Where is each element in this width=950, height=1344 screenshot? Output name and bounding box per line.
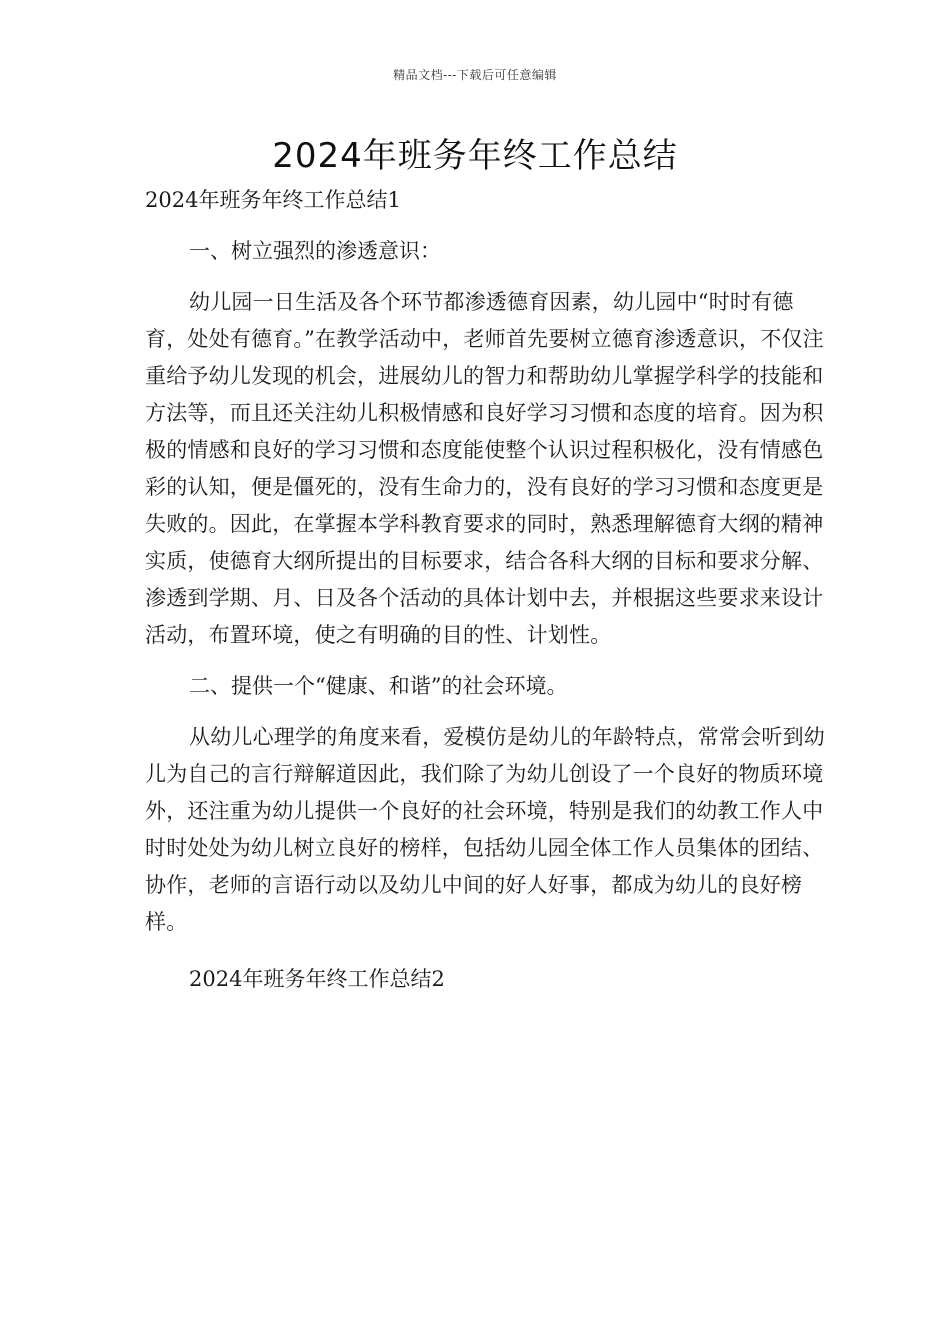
document-body xyxy=(145,182,825,998)
section-1-paragraph: 幼儿园一日生活及各个环节都渗透德育因素，幼儿园中“时时有德育，处处有德育。”在教学活动中，老师首先要树立德育渗透意识，不仅注重给予幼儿发现的机会，进展幼儿的智力和帮助幼儿掌握学科学的技能和方法等，而且还关注幼儿积极情感和良好学习习惯和态度的培育。因为积极的情感和良好的学习习惯和态度能使整个认识过程积极化，没有情感色彩的认知，便是僵死的，没有生命力的，没有良好的学习习惯和态度更是失败的。因此，在掌握本学科教育要求的同时，熟悉理解德育大纲的精神实质，使德育大纲所提出的目标要求，结合各科大纲的目标和要求分解、渗透到学期、月、日及各个活动的具体计划中去，并根据这些要求来设计活动，布置环境，使之有明确的目的性、计划性。 xyxy=(145,290,824,647)
subtitle-part-2: 2024年班务年终工作总结2 xyxy=(189,967,445,991)
document-title: 2024年班务年终工作总结 xyxy=(272,136,678,176)
section-1-heading: 一、树立强烈的渗透意识： xyxy=(189,239,441,263)
page-header-watermark: 精品文档---下载后可任意编辑 xyxy=(393,68,557,82)
subtitle-part-1: 2024年班务年终工作总结1 xyxy=(145,188,401,212)
section-2-paragraph: 从幼儿心理学的角度来看，爱模仿是幼儿的年龄特点，常常会听到幼儿为自己的言行辩解道因此，我们除了为幼儿创设了一个良好的物质环境外，还注重为幼儿提供一个良好的社会环境，特别是我们的幼教工作人中时时处处为幼儿树立良好的榜样，包括幼儿园全体工作人员集体的团结、协作，老师的言语行动以及幼儿中间的好人好事，都成为幼儿的良好榜样。 xyxy=(145,725,825,934)
section-2-heading: 二、提供一个“健康、和谐”的社会环境。 xyxy=(189,674,568,698)
